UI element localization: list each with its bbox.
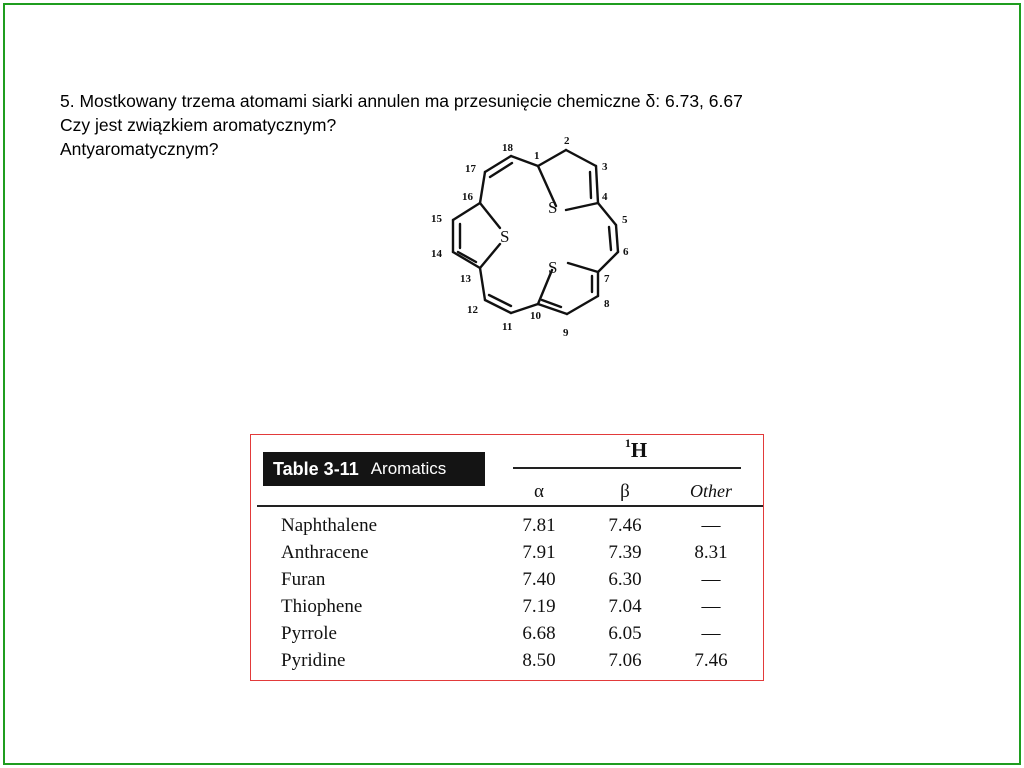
table-name: Aromatics [370, 459, 447, 478]
sulfur-atom-2: S [548, 258, 558, 277]
atom-number: 6 [623, 246, 629, 258]
sulfur-atom-1: S [548, 198, 558, 217]
atom-number: 12 [467, 304, 478, 316]
other-shift: 7.46 [694, 650, 728, 671]
aromatics-table [250, 434, 764, 681]
compound-name: Anthracene [281, 542, 369, 563]
col-head-alpha: α [534, 481, 544, 502]
alpha-shift: 8.50 [522, 650, 556, 671]
atom-number: 9 [563, 327, 569, 339]
atom-number: 2 [564, 135, 570, 147]
table-row [251, 623, 763, 650]
atom-number: 8 [604, 298, 610, 310]
other-shift: 8.31 [694, 542, 728, 563]
question-text [60, 89, 743, 161]
table-number: Table 3-11 [273, 458, 359, 479]
beta-shift: 7.46 [608, 515, 642, 536]
beta-shift: 6.05 [608, 623, 642, 644]
atom-number: 4 [602, 191, 608, 203]
compound-name: Furan [281, 569, 326, 590]
atom-number: 16 [462, 191, 473, 203]
table-row [251, 515, 763, 542]
table-title [263, 452, 485, 486]
question-line-2: Czy jest związkiem aromatycznym? [60, 115, 337, 135]
beta-shift: 7.04 [608, 596, 642, 617]
nucleus-header [621, 438, 651, 463]
header-rule-top [513, 467, 741, 469]
compound-name: Thiophene [281, 596, 363, 617]
other-shift: — [701, 596, 721, 617]
atom-number: 17 [465, 163, 476, 175]
atom-number: 11 [502, 321, 513, 333]
atom-number: 5 [622, 214, 628, 226]
sulfur-atom-3: S [500, 227, 510, 246]
atom-number: 13 [460, 273, 471, 285]
col-head-beta: β [620, 481, 630, 502]
table-row [251, 542, 763, 569]
question-line-1: 5. Mostkowany trzema atomami siarki annulen ma przesunięcie chemiczne δ: 6.73, 6.67 [60, 91, 743, 111]
atom-number: 3 [602, 161, 608, 173]
alpha-shift: 7.81 [522, 515, 556, 536]
alpha-shift: 7.91 [522, 542, 556, 563]
nucleus-mass-number: 1 [624, 436, 631, 450]
atom-number: 7 [604, 273, 610, 285]
atom-number: 18 [502, 142, 513, 154]
question-line-3: Antyaromatycznym? [60, 139, 219, 159]
beta-shift: 7.39 [608, 542, 642, 563]
other-shift: — [701, 569, 721, 590]
molecule-structure [420, 130, 640, 345]
beta-shift: 7.06 [608, 650, 642, 671]
other-shift: — [701, 623, 721, 644]
table-row [251, 650, 763, 677]
atom-number: 15 [431, 213, 442, 225]
other-shift: — [701, 515, 721, 536]
alpha-shift: 7.19 [522, 596, 556, 617]
compound-name: Pyridine [281, 650, 346, 671]
nucleus-symbol: H [630, 438, 648, 462]
alpha-shift: 7.40 [522, 569, 556, 590]
table-row [251, 596, 763, 623]
col-head-other: Other [690, 481, 732, 501]
atom-number: 1 [534, 150, 540, 162]
compound-name: Naphthalene [281, 515, 378, 536]
atom-number: 14 [431, 248, 442, 260]
alpha-shift: 6.68 [522, 623, 556, 644]
beta-shift: 6.30 [608, 569, 642, 590]
table-row [251, 569, 763, 596]
compound-name: Pyrrole [281, 623, 337, 644]
header-rule-bottom [257, 505, 763, 507]
atom-number: 10 [530, 310, 541, 322]
